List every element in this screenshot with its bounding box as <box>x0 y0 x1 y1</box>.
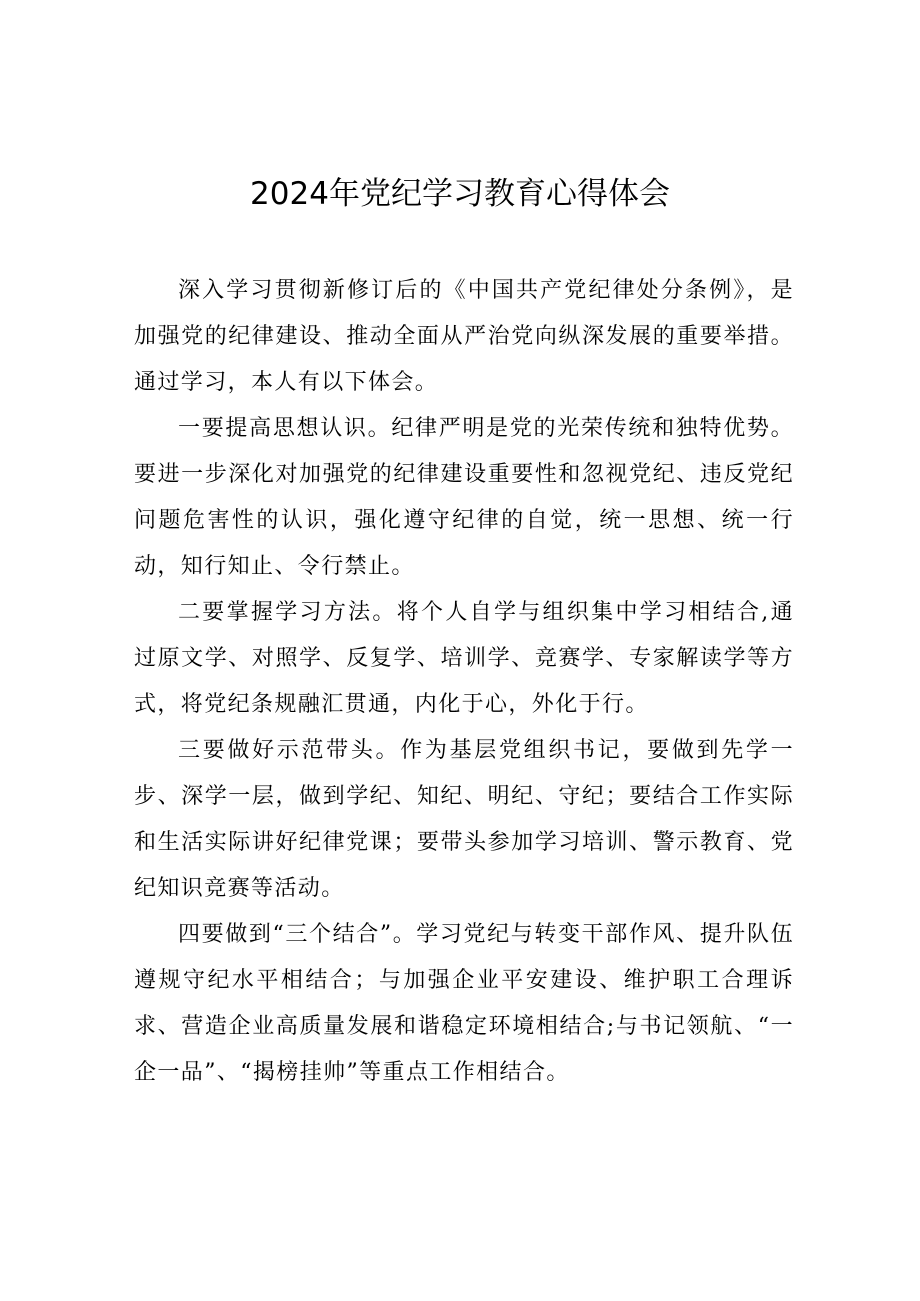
paragraph-intro: 深入学习贯彻新修订后的《中国共产党纪律处分条例》，是加强党的纪律建设、推动全面从严治党向纵深发展的重要举措。通过学习，本人有以下体会。 <box>134 278 794 395</box>
document-body <box>134 268 794 1096</box>
paragraph-point-1: 一要提高思想认识。纪律严明是党的光荣传统和独特优势。要进一步深化对加强党的纪律建设重要性和忽视党纪、违反党纪问题危害性的认识，强化遵守纪律的自觉，统一思想、统一行动，知行知止、令行禁止。 <box>134 416 794 579</box>
paragraph-point-4: 四要做到“三个结合”。学习党纪与转变干部作风、提升队伍遵规守纪水平相结合；与加强企业平安建设、维护职工合理诉求、营造企业高质量发展和谐稳定环境相结合;与书记领航、“一企一品”、“揭榜挂帅”等重点工作相结合。 <box>134 922 794 1085</box>
document-title: 2024年党纪学习教育心得体会 <box>250 176 670 212</box>
paragraph-point-3: 三要做好示范带头。作为基层党组织书记，要做到先学一步、深学一层，做到学纪、知纪、明纪、守纪；要结合工作实际和生活实际讲好纪律党课；要带头参加学习培训、警示教育、党纪知识竞赛等活动。 <box>134 738 794 901</box>
paragraph-point-2: 二要掌握学习方法。将个人自学与组织集中学习相结合,通过原文学、对照学、反复学、培训学、竞赛学、专家解读学等方式，将党纪条规融汇贯通，内化于心，外化于行。 <box>134 600 794 717</box>
